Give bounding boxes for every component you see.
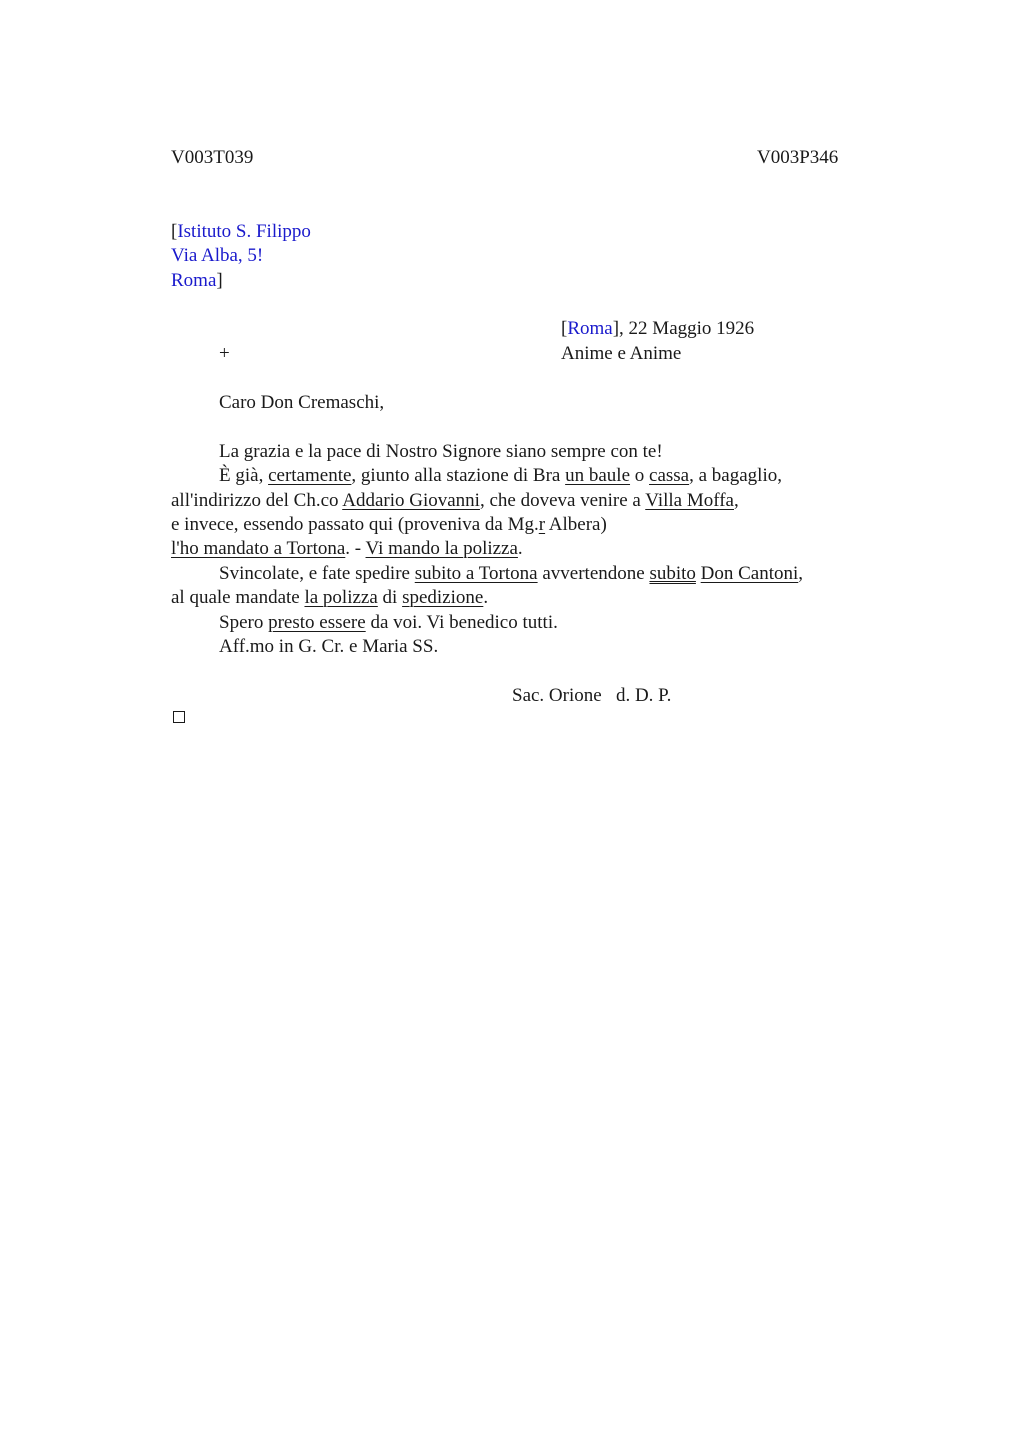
text-run: ,	[734, 490, 739, 511]
underlined-text: Addario Giovanni	[342, 490, 480, 511]
body-line-2	[219, 464, 782, 488]
body-line-6	[219, 562, 803, 586]
underlined-text: la polizza	[304, 587, 378, 608]
date-place: Roma	[567, 318, 613, 339]
underlined-text: presto essere	[268, 612, 366, 633]
body-line-3	[171, 489, 739, 513]
address-line-3	[171, 269, 223, 293]
body-line-8	[219, 611, 558, 635]
underlined-text: certamente	[268, 465, 352, 486]
address-line-1	[171, 220, 311, 244]
document-code-left: V003T039	[171, 147, 254, 168]
underlined-text: subito a Tortona	[414, 563, 538, 584]
text-run: all'indirizzo del Ch.co	[171, 490, 343, 511]
text-run: .	[517, 538, 523, 559]
motto: Anime e Anime	[561, 343, 682, 364]
text-run: , che doveva venire a	[479, 490, 646, 511]
text-run: Svincolate, e fate spedire	[219, 563, 415, 584]
underlined-text: l'ho mandato a Tortona	[171, 538, 346, 559]
text-run: o	[630, 465, 650, 486]
underlined-text: spedizione	[402, 587, 484, 608]
double-underlined-text: subito	[649, 563, 696, 584]
underlined-text: r	[538, 514, 546, 535]
text-run: . -	[345, 538, 366, 559]
document-code-right: V003P346	[757, 147, 839, 168]
date-open-bracket: [	[561, 318, 568, 339]
body-line-4	[171, 513, 607, 537]
text-run: , giunto alla stazione di Bra	[351, 465, 566, 486]
text-run: Spero	[219, 612, 269, 633]
text-run: di	[377, 587, 403, 608]
text-run: avvertendone	[537, 563, 650, 584]
cross-symbol: +	[219, 343, 230, 364]
date-line	[561, 317, 754, 341]
text-run: .	[483, 587, 489, 608]
address-close-bracket: ]	[216, 270, 223, 291]
body-line-7	[171, 586, 488, 610]
underlined-text: Vi mando la polizza	[365, 538, 518, 559]
salutation: Caro Don Cremaschi,	[219, 392, 385, 413]
underlined-text: un baule	[565, 465, 631, 486]
body-line-5	[171, 537, 523, 561]
text-run: Albera)	[545, 514, 607, 535]
date-text: ], 22 Maggio 1926	[612, 318, 755, 339]
address-city: Roma	[171, 270, 217, 291]
address-line-2: Via Alba, 5!	[171, 245, 264, 266]
text-run: È già,	[219, 465, 269, 486]
underlined-text: Don Cantoni	[700, 563, 799, 584]
address-open-bracket: [	[171, 221, 178, 242]
text-run: ,	[798, 563, 804, 584]
text-run: e invece, essendo passato qui (proveniva da Mg.	[171, 514, 539, 535]
closing-line: Aff.mo in G. Cr. e Maria SS.	[219, 636, 439, 657]
underlined-text: cassa	[649, 465, 690, 486]
text-run: , a bagaglio,	[689, 465, 782, 486]
text-run: da voi. Vi benedico tutti.	[365, 612, 558, 633]
signature: Sac. Orione d. D. P.	[512, 685, 672, 706]
end-marker-square	[173, 711, 185, 723]
text-run: al quale mandate	[171, 587, 305, 608]
underlined-text: Villa Moffa	[645, 490, 734, 511]
address-institute: Istituto S. Filippo	[177, 221, 311, 242]
body-line-1: La grazia e la pace di Nostro Signore siano sempre con te!	[219, 441, 663, 462]
